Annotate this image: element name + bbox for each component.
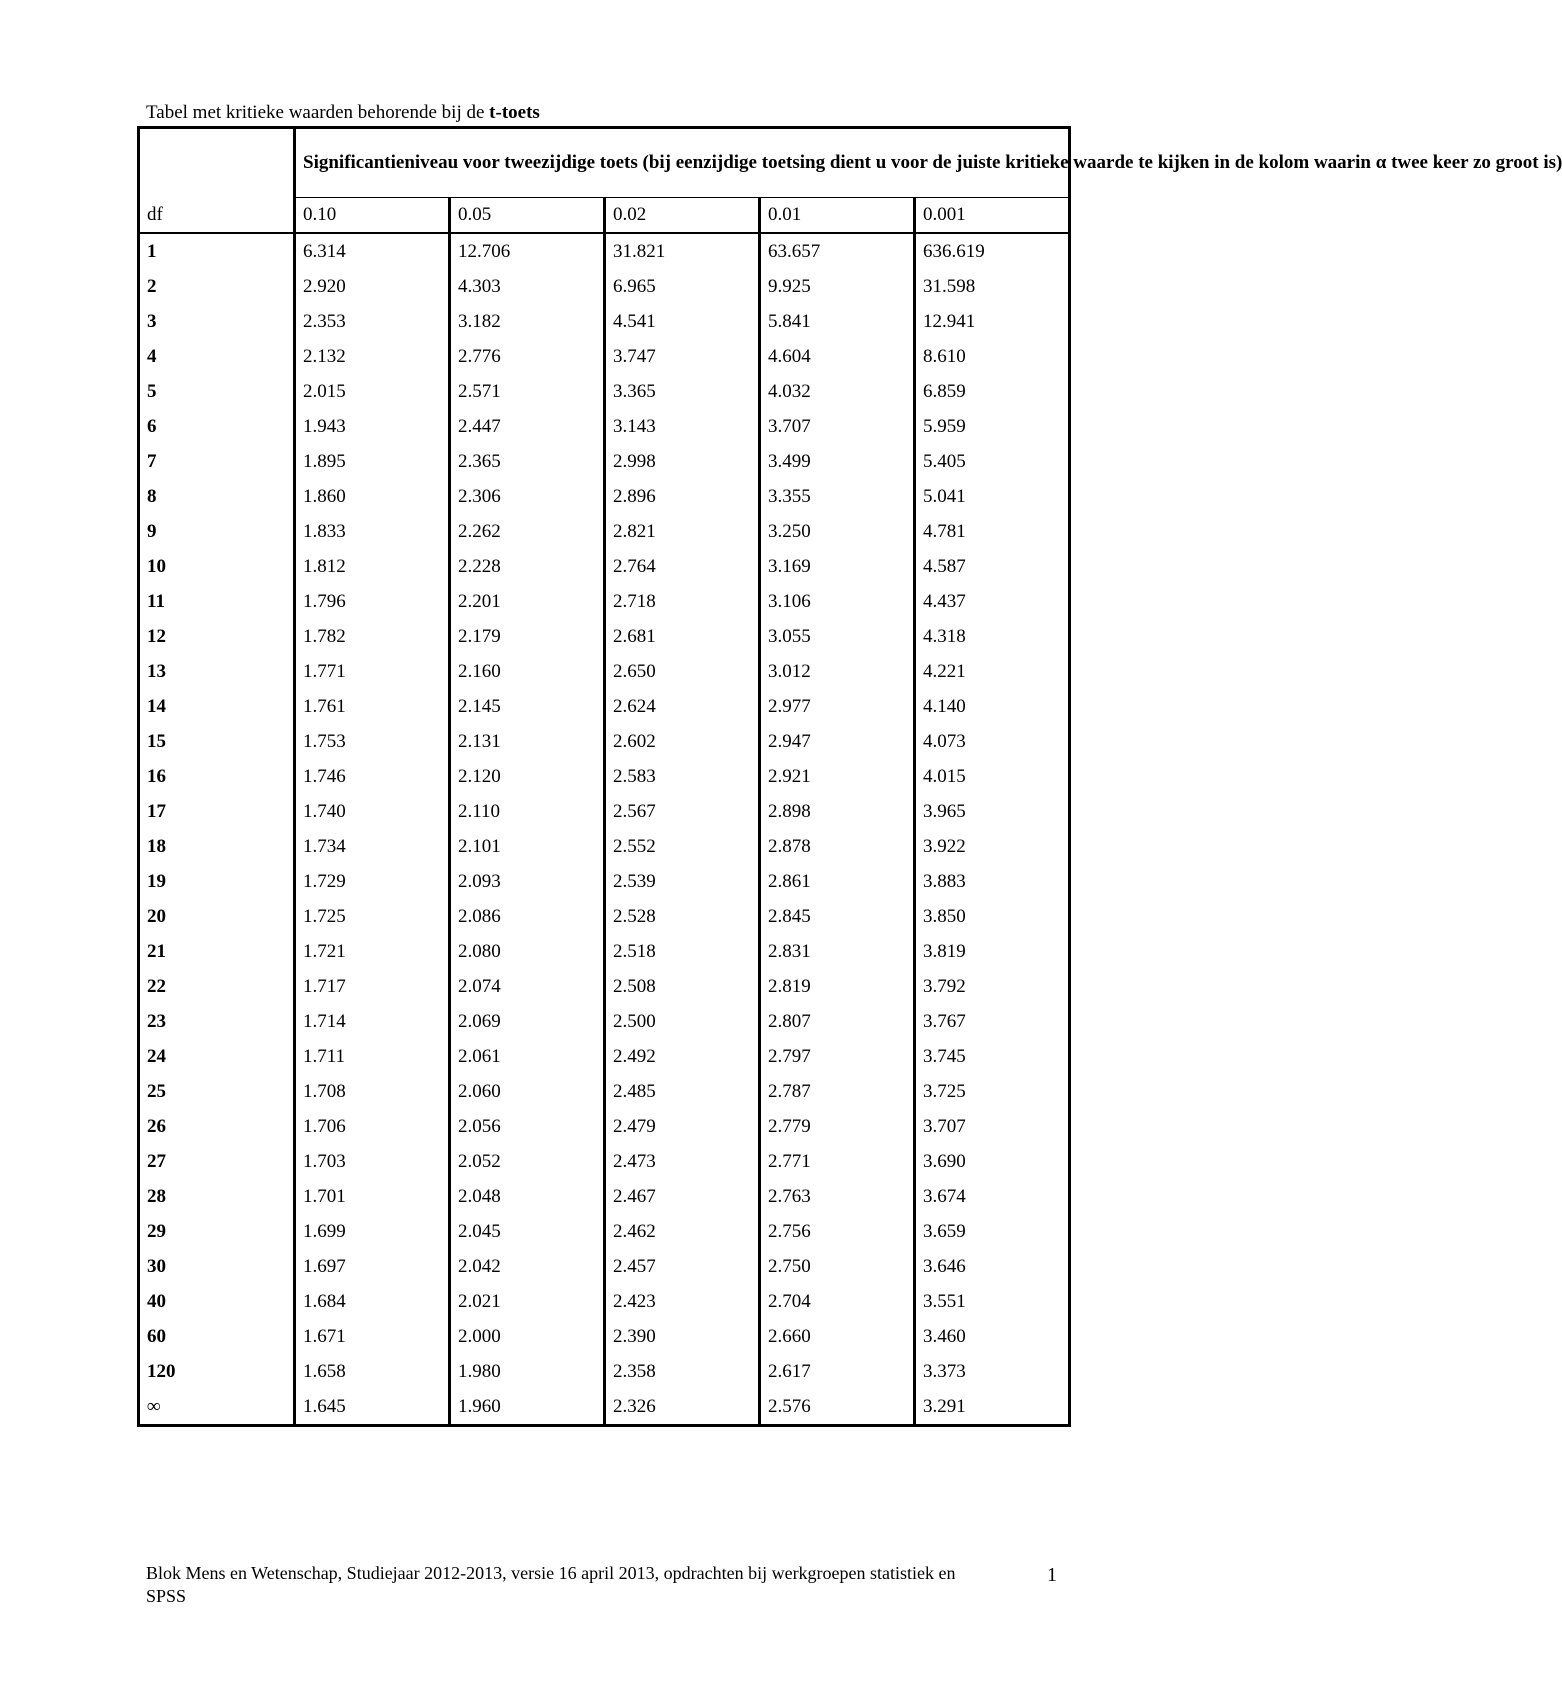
value-cell: 63.657 [760,233,915,269]
value-cell: 2.160 [450,654,605,689]
value-cell: 2.718 [605,584,760,619]
value-cell: 1.708 [295,1074,450,1109]
value-cell: 1.701 [295,1179,450,1214]
alpha-cell: 0.001 [915,198,1070,234]
value-cell: 2.896 [605,479,760,514]
table-row [139,1144,1070,1179]
df-cell: 28 [147,1185,166,1207]
value-cell: 1.943 [295,409,450,444]
value-cell: 4.437 [915,584,1070,619]
value-cell: 2.624 [605,689,760,724]
value-cell: 2.000 [450,1319,605,1354]
table-row [139,1319,1070,1354]
value-cell: 3.646 [915,1249,1070,1284]
value-cell: 2.797 [760,1039,915,1074]
value-cell: 31.598 [915,269,1070,304]
table-row [139,233,1070,269]
value-cell: 2.262 [450,514,605,549]
value-cell: 3.291 [915,1389,1070,1426]
value-cell: 1.658 [295,1354,450,1389]
value-cell: 2.093 [450,864,605,899]
table-row [139,444,1070,479]
table-row [139,759,1070,794]
df-cell: 22 [147,975,166,997]
value-cell: 2.756 [760,1214,915,1249]
value-cell: 2.650 [605,654,760,689]
value-cell: 2.602 [605,724,760,759]
value-cell: 2.576 [760,1389,915,1426]
value-cell: 6.859 [915,374,1070,409]
value-cell: 1.796 [295,584,450,619]
df-cell: 7 [147,450,157,472]
value-cell: 2.110 [450,794,605,829]
value-cell: 3.707 [760,409,915,444]
value-cell: 3.365 [605,374,760,409]
value-cell: 2.306 [450,479,605,514]
value-cell: 2.132 [295,339,450,374]
table-row [139,269,1070,304]
df-cell: 25 [147,1080,166,1102]
value-cell: 2.750 [760,1249,915,1284]
table-row [139,619,1070,654]
table-row [139,864,1070,899]
value-cell: 2.485 [605,1074,760,1109]
value-cell: 2.567 [605,794,760,829]
value-cell: 2.779 [760,1109,915,1144]
value-cell: 2.479 [605,1109,760,1144]
value-cell: 1.684 [295,1284,450,1319]
value-cell: 1.671 [295,1319,450,1354]
value-cell: 3.355 [760,479,915,514]
value-cell: 3.250 [760,514,915,549]
value-cell: 3.792 [915,969,1070,1004]
table-row [139,514,1070,549]
value-cell: 2.467 [605,1179,760,1214]
value-cell: 2.831 [760,934,915,969]
value-cell: 1.697 [295,1249,450,1284]
value-cell: 4.140 [915,689,1070,724]
value-cell: 1.761 [295,689,450,724]
value-cell: 3.169 [760,549,915,584]
value-cell: 1.711 [295,1039,450,1074]
df-cell: 11 [147,590,165,612]
value-cell: 2.201 [450,584,605,619]
value-cell: 3.460 [915,1319,1070,1354]
value-cell: 2.447 [450,409,605,444]
value-cell: 2.056 [450,1109,605,1144]
value-cell: 2.807 [760,1004,915,1039]
value-cell: 3.745 [915,1039,1070,1074]
value-cell: 2.920 [295,269,450,304]
value-cell: 2.473 [605,1144,760,1179]
df-cell: ∞ [147,1395,161,1417]
df-cell: 16 [147,765,166,787]
table-row [139,1284,1070,1319]
value-cell: 3.551 [915,1284,1070,1319]
df-cell: 30 [147,1255,166,1277]
value-cell: 2.660 [760,1319,915,1354]
value-cell: 2.977 [760,689,915,724]
value-cell: 3.922 [915,829,1070,864]
table-row [139,1249,1070,1284]
value-cell: 2.145 [450,689,605,724]
value-cell: 1.960 [450,1389,605,1426]
value-cell: 3.883 [915,864,1070,899]
value-cell: 2.898 [760,794,915,829]
value-cell: 2.326 [605,1389,760,1426]
value-cell: 1.706 [295,1109,450,1144]
value-cell: 4.781 [915,514,1070,549]
value-cell: 1.753 [295,724,450,759]
df-cell: 24 [147,1045,166,1067]
df-cell: 23 [147,1010,166,1032]
value-cell: 2.998 [605,444,760,479]
value-cell: 4.318 [915,619,1070,654]
value-cell: 2.528 [605,899,760,934]
value-cell: 636.619 [915,233,1070,269]
value-cell: 2.228 [450,549,605,584]
value-cell: 2.771 [760,1144,915,1179]
df-header-cell [139,128,295,234]
value-cell: 2.042 [450,1249,605,1284]
table-row [139,724,1070,759]
value-cell: 2.787 [760,1074,915,1109]
value-cell: 3.674 [915,1179,1070,1214]
value-cell: 31.821 [605,233,760,269]
table-row [139,374,1070,409]
table-row [139,899,1070,934]
value-cell: 2.353 [295,304,450,339]
value-cell: 2.131 [450,724,605,759]
value-cell: 2.045 [450,1214,605,1249]
significance-header: Significantieniveau voor tweezijdige toets (bij eenzijdige toetsing dient u voor de juiste kritieke waarde te kijken in de kolom waarin α twee keer zo groot is) [295,128,1070,198]
caption-text: Tabel met kritieke waarden behorende bij de [146,102,490,123]
value-cell: 2.539 [605,864,760,899]
value-cell: 3.499 [760,444,915,479]
df-cell: 120 [147,1360,176,1382]
df-cell: 14 [147,695,166,717]
table-row [139,1214,1070,1249]
value-cell: 2.021 [450,1284,605,1319]
df-cell: 27 [147,1150,166,1172]
table-row [139,1074,1070,1109]
table-row [139,1389,1070,1426]
table-body [139,128,1562,1426]
df-cell: 9 [147,520,157,542]
value-cell: 2.060 [450,1074,605,1109]
df-cell: 19 [147,870,166,892]
value-cell: 2.358 [605,1354,760,1389]
value-cell: 6.314 [295,233,450,269]
value-cell: 1.703 [295,1144,450,1179]
value-cell: 1.782 [295,619,450,654]
value-cell: 2.101 [450,829,605,864]
table-row [139,829,1070,864]
df-cell: 13 [147,660,166,682]
value-cell: 3.850 [915,899,1070,934]
value-cell: 4.604 [760,339,915,374]
value-cell: 4.073 [915,724,1070,759]
value-cell: 1.740 [295,794,450,829]
page-footer: Blok Mens en Wetenschap, Studiejaar 2012-2013, versie 16 april 2013, opdrachten bij werkgroepen statistiek en SPSS [146,1563,956,1606]
value-cell: 3.819 [915,934,1070,969]
value-cell: 2.086 [450,899,605,934]
table-row [139,304,1070,339]
value-cell: 2.617 [760,1354,915,1389]
value-cell: 2.179 [450,619,605,654]
value-cell: 1.833 [295,514,450,549]
df-cell: 3 [147,310,157,332]
value-cell: 2.080 [450,934,605,969]
value-cell: 2.819 [760,969,915,1004]
value-cell: 2.878 [760,829,915,864]
alpha-cell: 0.05 [450,198,605,234]
value-cell: 1.645 [295,1389,450,1426]
value-cell: 6.965 [605,269,760,304]
value-cell: 1.729 [295,864,450,899]
value-cell: 2.492 [605,1039,760,1074]
table-row [139,339,1070,374]
value-cell: 4.015 [915,759,1070,794]
value-cell: 1.714 [295,1004,450,1039]
caption-bold-term: t-toets [489,102,540,123]
value-cell: 3.690 [915,1144,1070,1179]
value-cell: 2.069 [450,1004,605,1039]
df-cell: 18 [147,835,166,857]
value-cell: 4.032 [760,374,915,409]
table-row [139,934,1070,969]
value-cell: 3.012 [760,654,915,689]
value-cell: 2.845 [760,899,915,934]
value-cell: 2.061 [450,1039,605,1074]
table-row [139,549,1070,584]
value-cell: 1.725 [295,899,450,934]
value-cell: 3.767 [915,1004,1070,1039]
df-cell: 6 [147,415,157,437]
table-row [139,654,1070,689]
table-row [139,409,1070,444]
df-cell: 15 [147,730,166,752]
value-cell: 2.120 [450,759,605,794]
table-row [139,689,1070,724]
value-cell: 5.405 [915,444,1070,479]
value-cell: 2.462 [605,1214,760,1249]
df-cell: 12 [147,625,166,647]
value-cell: 5.841 [760,304,915,339]
df-cell: 20 [147,905,166,927]
value-cell: 1.734 [295,829,450,864]
value-cell: 2.571 [450,374,605,409]
table-row [139,969,1070,1004]
value-cell: 2.681 [605,619,760,654]
value-cell: 2.776 [450,339,605,374]
value-cell: 1.721 [295,934,450,969]
value-cell: 1.860 [295,479,450,514]
value-cell: 3.707 [915,1109,1070,1144]
value-cell: 4.303 [450,269,605,304]
alpha-cell: 0.01 [760,198,915,234]
value-cell: 2.508 [605,969,760,1004]
value-cell: 3.182 [450,304,605,339]
value-cell: 2.764 [605,549,760,584]
value-cell: 9.925 [760,269,915,304]
value-cell: 3.747 [605,339,760,374]
alpha-cell: 0.02 [605,198,760,234]
value-cell: 1.699 [295,1214,450,1249]
df-cell: 40 [147,1290,166,1312]
value-cell: 2.947 [760,724,915,759]
table-row [139,1354,1070,1389]
df-cell: 17 [147,800,166,822]
value-cell: 2.052 [450,1144,605,1179]
table-row [139,794,1070,829]
value-cell: 3.659 [915,1214,1070,1249]
df-label: df [147,204,163,225]
value-cell: 3.373 [915,1354,1070,1389]
value-cell: 2.074 [450,969,605,1004]
value-cell: 2.821 [605,514,760,549]
value-cell: 1.771 [295,654,450,689]
value-cell: 5.041 [915,479,1070,514]
value-cell: 3.106 [760,584,915,619]
df-cell: 10 [147,555,166,577]
table-row [139,1039,1070,1074]
value-cell: 1.717 [295,969,450,1004]
page-number: 1 [1047,1564,1057,1586]
df-cell: 1 [139,233,295,269]
table-row [139,479,1070,514]
header-row [139,128,1070,198]
value-cell: 2.365 [450,444,605,479]
df-cell: 29 [147,1220,166,1242]
t-critical-values-table [137,126,1562,1427]
df-cell: 4 [147,345,157,367]
value-cell: 2.552 [605,829,760,864]
value-cell: 3.965 [915,794,1070,829]
value-cell: 2.921 [760,759,915,794]
value-cell: 2.457 [605,1249,760,1284]
value-cell: 2.583 [605,759,760,794]
value-cell: 8.610 [915,339,1070,374]
value-cell: 1.895 [295,444,450,479]
value-cell: 2.704 [760,1284,915,1319]
value-cell: 3.143 [605,409,760,444]
value-cell: 2.861 [760,864,915,899]
value-cell: 2.390 [605,1319,760,1354]
value-cell: 12.941 [915,304,1070,339]
table-row [139,1179,1070,1214]
value-cell: 4.587 [915,549,1070,584]
value-cell: 12.706 [450,233,605,269]
value-cell: 1.746 [295,759,450,794]
value-cell: 4.221 [915,654,1070,689]
value-cell: 2.763 [760,1179,915,1214]
value-cell: 1.812 [295,549,450,584]
value-cell: 1.980 [450,1354,605,1389]
df-cell: 60 [147,1325,166,1347]
df-cell: 26 [147,1115,166,1137]
value-cell: 5.959 [915,409,1070,444]
alpha-cell: 0.10 [295,198,450,234]
df-cell: 5 [147,380,157,402]
value-cell: 4.541 [605,304,760,339]
table-caption [146,101,540,125]
value-cell: 2.015 [295,374,450,409]
value-cell: 3.725 [915,1074,1070,1109]
table-row [139,1004,1070,1039]
df-cell: 21 [147,940,166,962]
table-row [139,584,1070,619]
value-cell: 2.500 [605,1004,760,1039]
value-cell: 2.048 [450,1179,605,1214]
df-cell: 8 [147,485,157,507]
value-cell: 2.518 [605,934,760,969]
value-cell: 2.423 [605,1284,760,1319]
df-cell: 2 [147,275,157,297]
table-row [139,1109,1070,1144]
value-cell: 3.055 [760,619,915,654]
